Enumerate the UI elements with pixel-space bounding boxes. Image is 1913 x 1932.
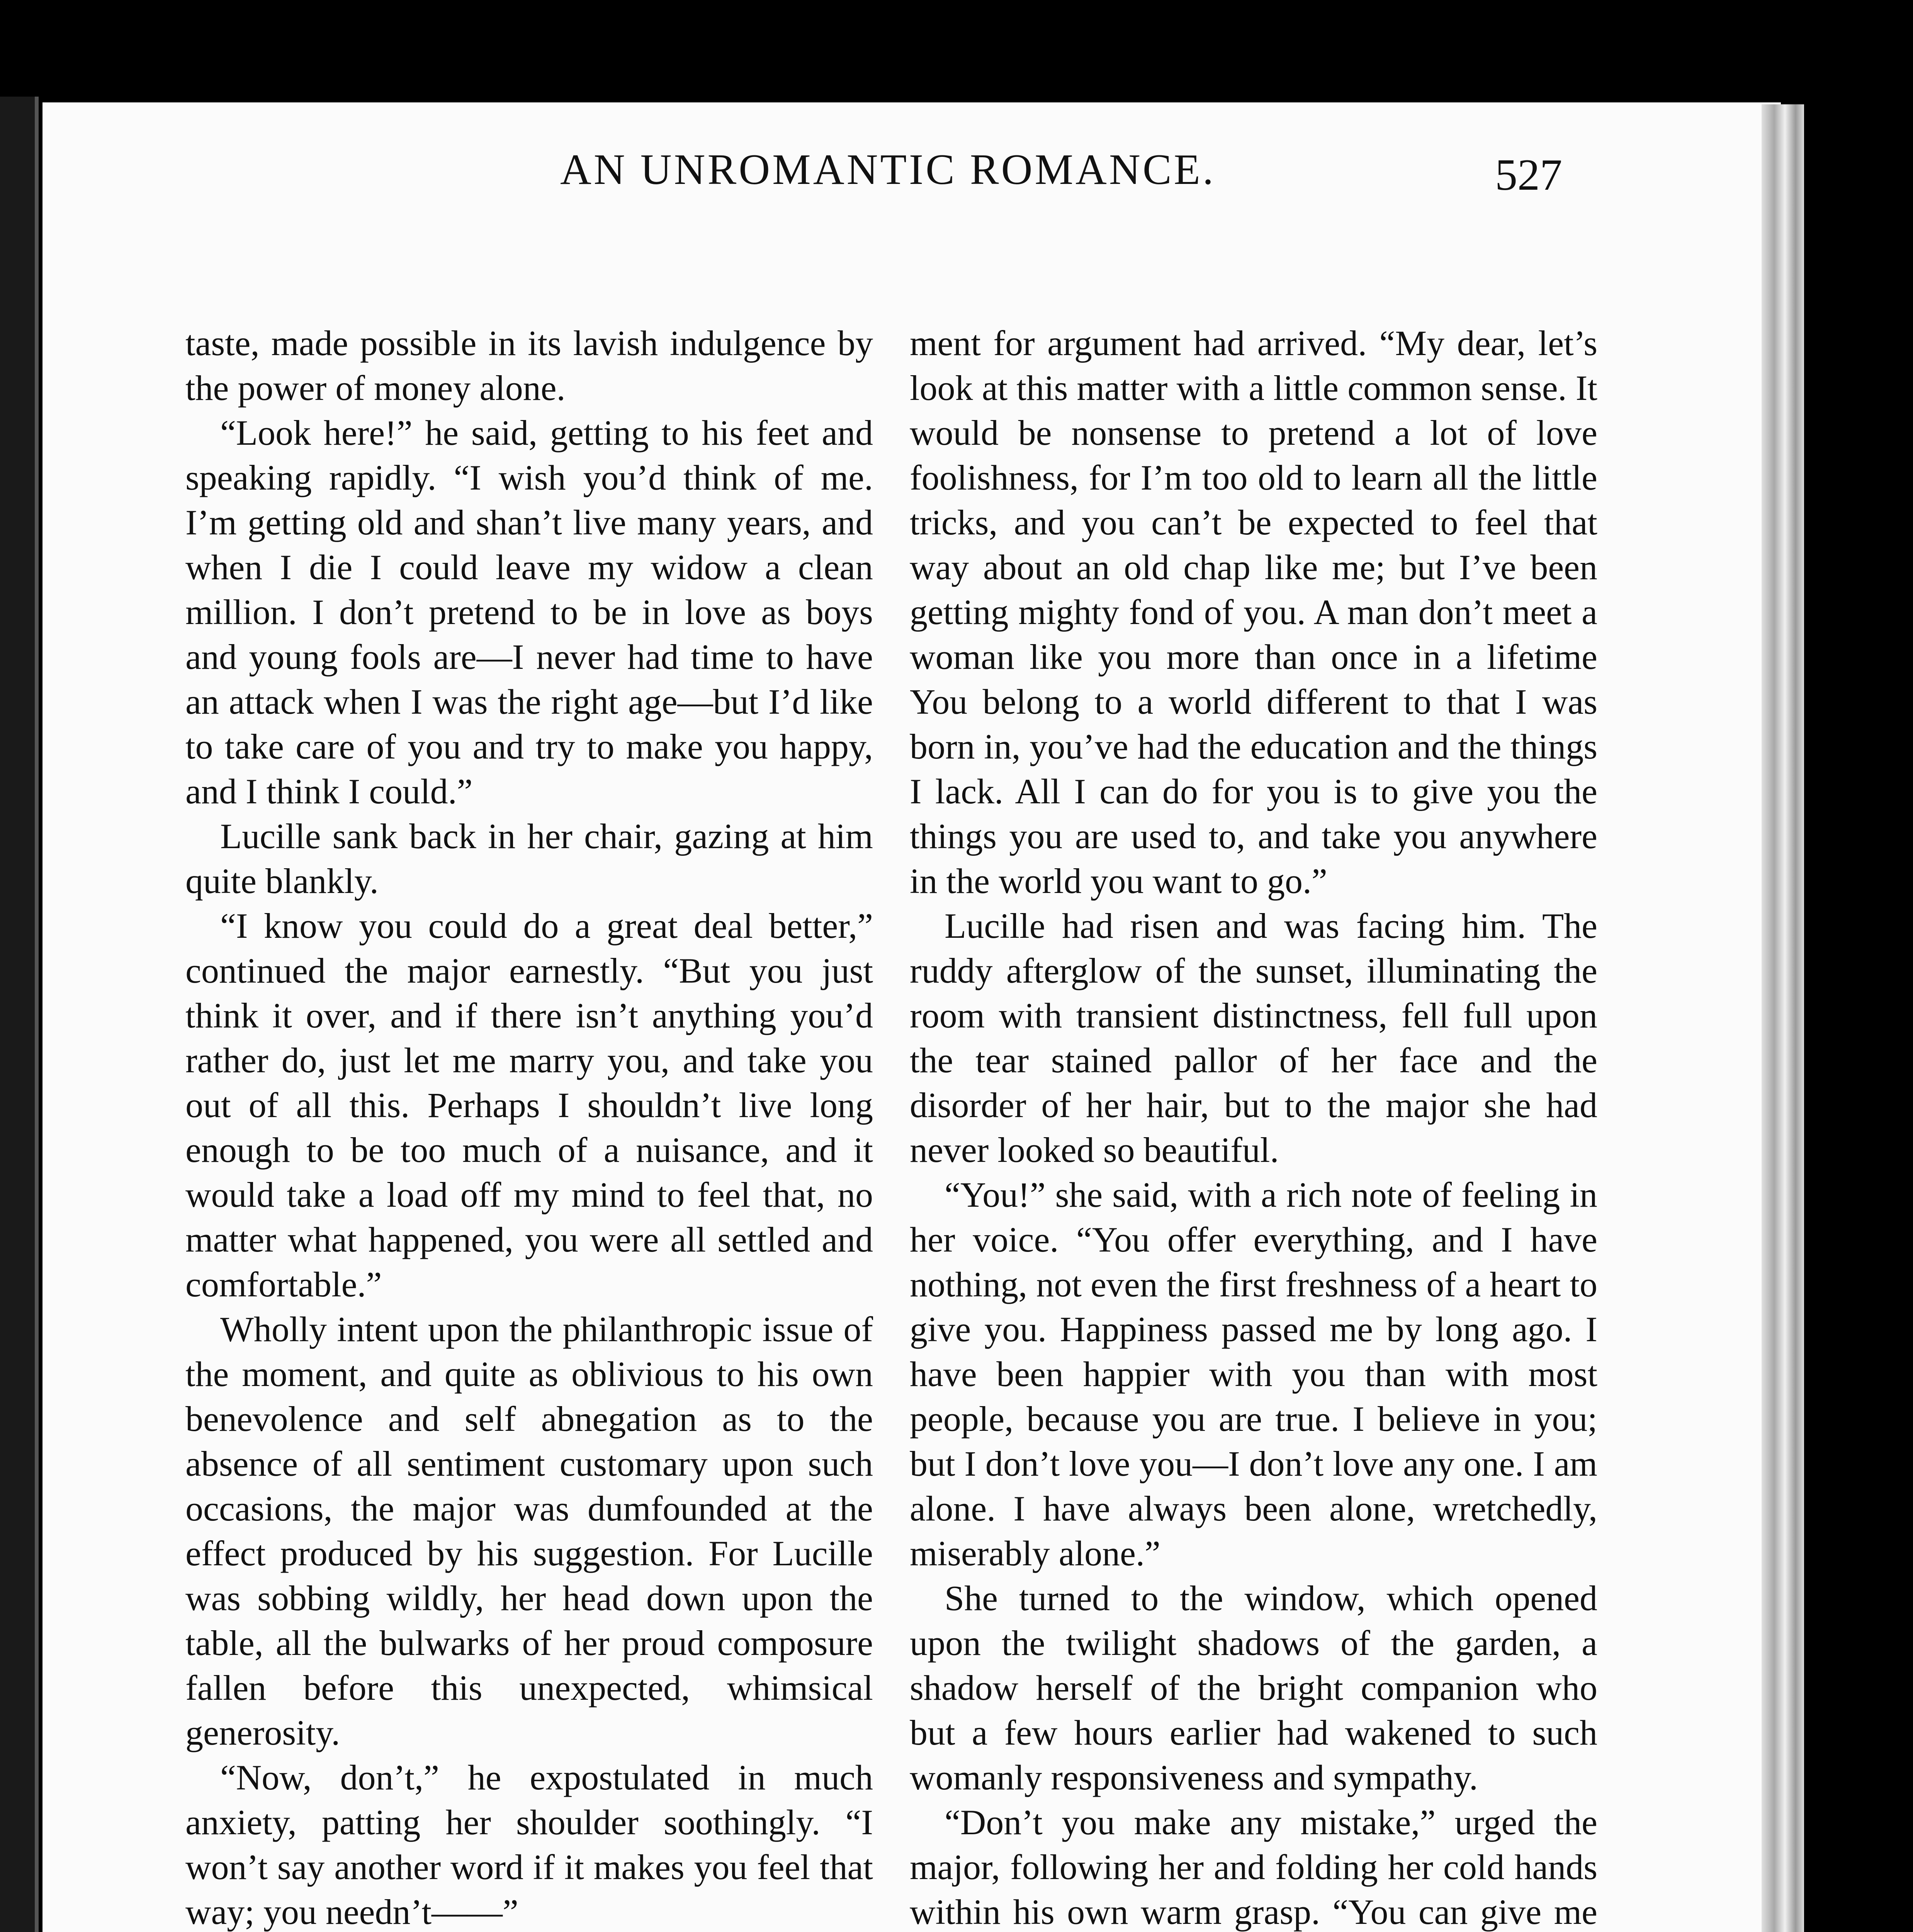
- page-header: [0, 145, 1913, 222]
- paragraph: “You!” she said, with a rich note of feeling in her voice. “You offer everything, and I have nothing, not even the first freshness of a heart to give you. Happiness passed me by long ago. I have been happier with you than with most people, because you are true. I believe in you; but I don’t love you—I don’t love any one. I am alone. I have always been alone, wretchedly, miserably alone.”: [910, 1175, 1597, 1573]
- paragraph: “I know you could do a great deal better,” continued the major earnestly. “But you just think it over, and if there isn’t anything you’d rather do, just let me marry you, and take you out of all this. Perhaps I shouldn’t live long enough to be too much of a nuisance, and it would take a load off my mind to feel that, no matter what happened, you were all settled and comfortable.”: [185, 906, 873, 1304]
- text-column-left: [185, 321, 873, 1932]
- paragraph: “Look here!” he said, getting to his feet and speaking rapidly. “I wish you’d think of me. I’m getting old and shan’t live many years, and when I die I could leave my widow a clean million. I don’t pretend to be in love as boys and young fools are—I never had time to have an attack when I was the right age—but I’d like to take care of you and try to make you happy, and I think I could.”: [185, 413, 873, 811]
- paragraph: “Don’t you make any mistake,” urged the major, following her and folding her cold hands within his own warm grasp. “You can give me: [910, 1803, 1597, 1932]
- paragraph: ment for argument had arrived. “My dear, let’s look at this matter with a little common sense. It would be nonsense to pretend a lot of love foolishness, for I’m too old to learn all the little tricks, and you can’t be expected to feel that way about an old chap like me; but I’ve been getting mighty fond of you. A man don’t meet a woman like you more than once in a lifetime You belong to a world different to that I was born in, you’ve had the education and the things I lack. All I can do for you is to give you the things you are used to, and take you anywhere in the world you want to go.”: [910, 323, 1597, 901]
- book-left-edge: [0, 97, 39, 1932]
- paragraph: Wholly intent upon the philanthropic issue of the moment, and quite as oblivious to his own benevolence and self abnegation as to the absence of all sentiment customary upon such occasions, the major was dumfounded at the effect produced by his suggestion. For Lucille was sobbing wildly, her head down upon the table, all the bulwarks of her proud composure fallen before this unexpected, whimsical generosity.: [185, 1310, 873, 1752]
- paragraph: She turned to the window, which opened upon the twilight shadows of the garden, a shadow herself of the bright companion who but a few hours earlier had wakened to such womanly responsiveness and sympathy.: [910, 1578, 1597, 1797]
- book-right-edge: [1762, 104, 1804, 1932]
- paragraph: Lucille had risen and was facing him. The ruddy afterglow of the sunset, illuminating the room with transient distinctness, fell full upon the tear stained pallor of her face and the disorder of her hair, but to the major she had never looked so beautiful.: [910, 906, 1597, 1170]
- running-title: AN UNROMANTIC ROMANCE.: [560, 146, 1216, 194]
- paragraph: taste, made possible in its lavish indulgence by the power of money alone.: [185, 323, 873, 408]
- page-number: 527: [1495, 150, 1562, 200]
- paragraph: Lucille sank back in her chair, gazing at him quite blankly.: [185, 816, 873, 901]
- text-column-right: [910, 321, 1597, 1932]
- paragraph: “Now, don’t,” he expostulated in much anxiety, patting her shoulder soothingly. “I won’t say another word if it makes you feel that way; you needn’t——”: [185, 1758, 873, 1932]
